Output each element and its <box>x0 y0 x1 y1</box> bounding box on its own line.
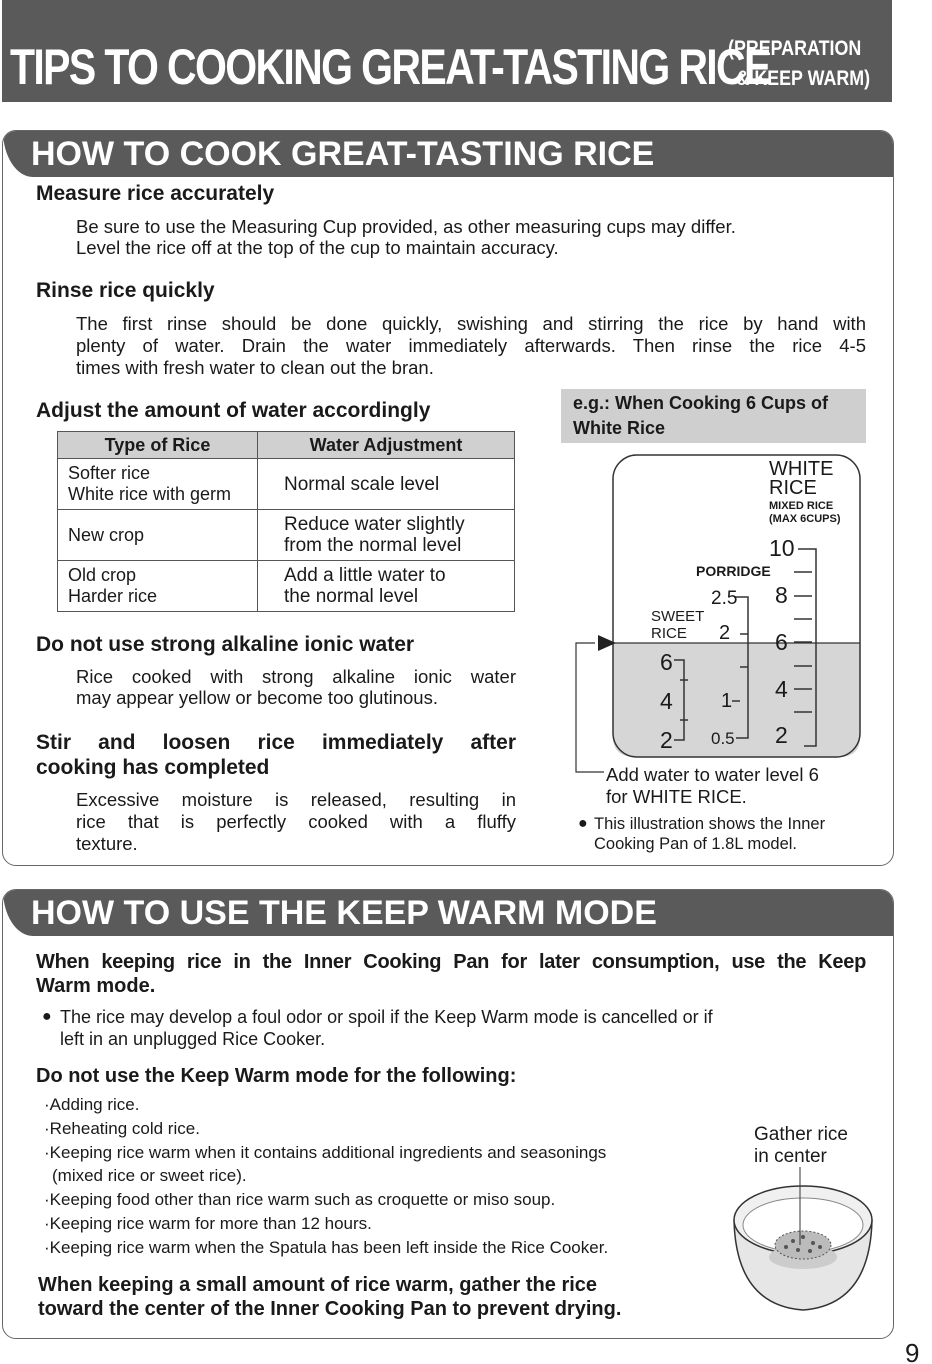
sweet-scale-label: 6 <box>660 649 673 675</box>
closing-line-2: toward the center of the Inner Cooking Pan to prevent drying. <box>38 1298 622 1320</box>
keep-warm-bullet-2: left in an unplugged Rice Cooker. <box>60 1029 326 1049</box>
sweet-scale-label: 4 <box>660 688 673 714</box>
water-adjustment-table <box>57 431 515 612</box>
diagram-caption-2: for WHITE RICE. <box>606 786 747 807</box>
list-item: ·Reheating cold rice. <box>44 1119 200 1138</box>
sweet-scale-label: 2 <box>660 727 673 753</box>
porridge-scale-label: 1 <box>721 690 733 712</box>
stir-heading-1: Stir and loosen rice immediately after <box>36 731 516 754</box>
rinse-heading: Rinse rice quickly <box>36 279 215 302</box>
table-cell-type: Old crop Harder rice <box>58 561 258 612</box>
sweet-rice-label-1: SWEET <box>651 608 705 625</box>
stir-text-1: Excessive moisture is released, resulting in <box>76 789 516 810</box>
keep-warm-intro-1: When keeping rice in the Inner Cooking Pan for later consumption, use the Keep <box>36 951 866 973</box>
white-scale-label: 4 <box>775 676 788 702</box>
table-header-adjustment: Water Adjustment <box>258 432 515 459</box>
porridge-label: PORRIDGE <box>696 563 771 579</box>
page-subtitle <box>728 34 870 94</box>
list-item: ·Keeping rice warm when it contains additional ingredients and seasonings <box>44 1143 607 1162</box>
gather-label-2: in center <box>754 1146 827 1167</box>
white-scale-label: 10 <box>769 535 795 561</box>
keep-warm-intro-2: Warm mode. <box>36 975 156 997</box>
gather-label-1: Gather rice <box>754 1124 848 1145</box>
table-cell-type: New crop <box>58 510 258 561</box>
white-scale-label: 8 <box>775 582 788 608</box>
table-cell-adjustment: Reduce water slightly from the normal level <box>258 510 515 561</box>
table-row <box>58 510 515 561</box>
table-header-row <box>58 432 515 459</box>
list-item: ·Keeping food other than rice warm such as croquette or miso soup. <box>44 1190 556 1209</box>
diagram-note-2: Cooking Pan of 1.8L model. <box>594 835 798 853</box>
example-label-1: e.g.: When Cooking 6 Cups of <box>573 393 828 413</box>
closing-line-1: When keeping a small amount of rice warm, gather the rice <box>38 1274 598 1296</box>
donot-heading: Do not use the Keep Warm mode for the following: <box>36 1065 517 1087</box>
callout-line <box>576 643 604 772</box>
table-row <box>58 459 515 510</box>
subtitle-line-2: & KEEP WARM) <box>736 67 871 90</box>
diagram-caption-1: Add water to water level 6 <box>606 764 819 785</box>
keep-warm-section-title: HOW TO USE THE KEEP WARM MODE <box>31 894 657 932</box>
diagram-note-bullet: ● <box>578 815 588 832</box>
measure-text-2: Level the rice off at the top of the cup to maintain accuracy. <box>76 237 559 258</box>
water-fill <box>613 643 860 757</box>
white-scale-label: 2 <box>775 722 788 748</box>
adjust-heading: Adjust the amount of water accordingly <box>36 399 431 422</box>
rinse-text-3: times with fresh water to clean out the bran. <box>76 357 434 378</box>
table-cell-adjustment: Add a little water to the normal level <box>258 561 515 612</box>
example-label-2: White Rice <box>573 418 666 438</box>
mixed-max-label: (MAX 6CUPS) <box>769 513 841 525</box>
keep-warm-bullet-icon: ● <box>42 1008 52 1025</box>
table-header-type: Type of Rice <box>58 432 258 459</box>
list-item: ·Keeping rice warm when the Spatula has been left inside the Rice Cooker. <box>44 1238 609 1257</box>
list-item: ·Adding rice. <box>44 1095 140 1114</box>
measure-text-1: Be sure to use the Measuring Cup provided, as other measuring cups may differ. <box>76 216 736 237</box>
stir-text-2: rice that is perfectly cooked with a fluffy <box>76 811 516 832</box>
rinse-text-1: The first rinse should be done quickly, swishing and stirring the rice by hand with <box>76 313 866 334</box>
rinse-text-2: plenty of water. Drain the water immediately afterwards. Then rinse the rice 4-5 <box>76 335 866 356</box>
alkaline-heading: Do not use strong alkaline ionic water <box>36 633 415 656</box>
diagram-note-1: This illustration shows the Inner <box>594 815 826 833</box>
page-number: 9 <box>905 1338 920 1364</box>
subtitle-line-1: (PREPARATION <box>728 37 862 60</box>
alkaline-text-2: may appear yellow or become too glutinous. <box>76 687 438 708</box>
cook-section-title: HOW TO COOK GREAT-TASTING RICE <box>31 135 655 173</box>
sweet-rice-label-2: RICE <box>651 625 687 642</box>
example-label-box <box>561 389 866 443</box>
white-scale-label: 6 <box>775 629 788 655</box>
page-title: TIPS TO COOKING GREAT-TASTING RICE <box>10 39 770 95</box>
table-cell-adjustment: Normal scale level <box>258 459 515 510</box>
rice-pan-illustration <box>728 1165 878 1325</box>
alkaline-text-1: Rice cooked with strong alkaline ionic water <box>76 666 516 687</box>
measure-heading: Measure rice accurately <box>36 182 275 205</box>
porridge-scale-label: 2 <box>719 622 731 644</box>
keep-warm-bullet-1: The rice may develop a foul odor or spoil if the Keep Warm mode is cancelled or if <box>60 1007 713 1027</box>
list-item: ·Keeping rice warm for more than 12 hours. <box>44 1214 372 1233</box>
white-rice-label-1: WHITE <box>769 458 834 480</box>
table-row <box>58 561 515 612</box>
stir-text-3: texture. <box>76 833 138 854</box>
stir-heading-2: cooking has completed <box>36 756 270 779</box>
white-rice-label-2: RICE <box>769 477 817 499</box>
porridge-scale-label: 2.5 <box>711 588 738 609</box>
list-item: (mixed rice or sweet rice). <box>52 1166 247 1185</box>
table-cell-type: Softer rice White rice with germ <box>58 459 258 510</box>
porridge-scale-label: 0.5 <box>711 729 735 748</box>
mixed-rice-label: MIXED RICE <box>769 500 834 512</box>
